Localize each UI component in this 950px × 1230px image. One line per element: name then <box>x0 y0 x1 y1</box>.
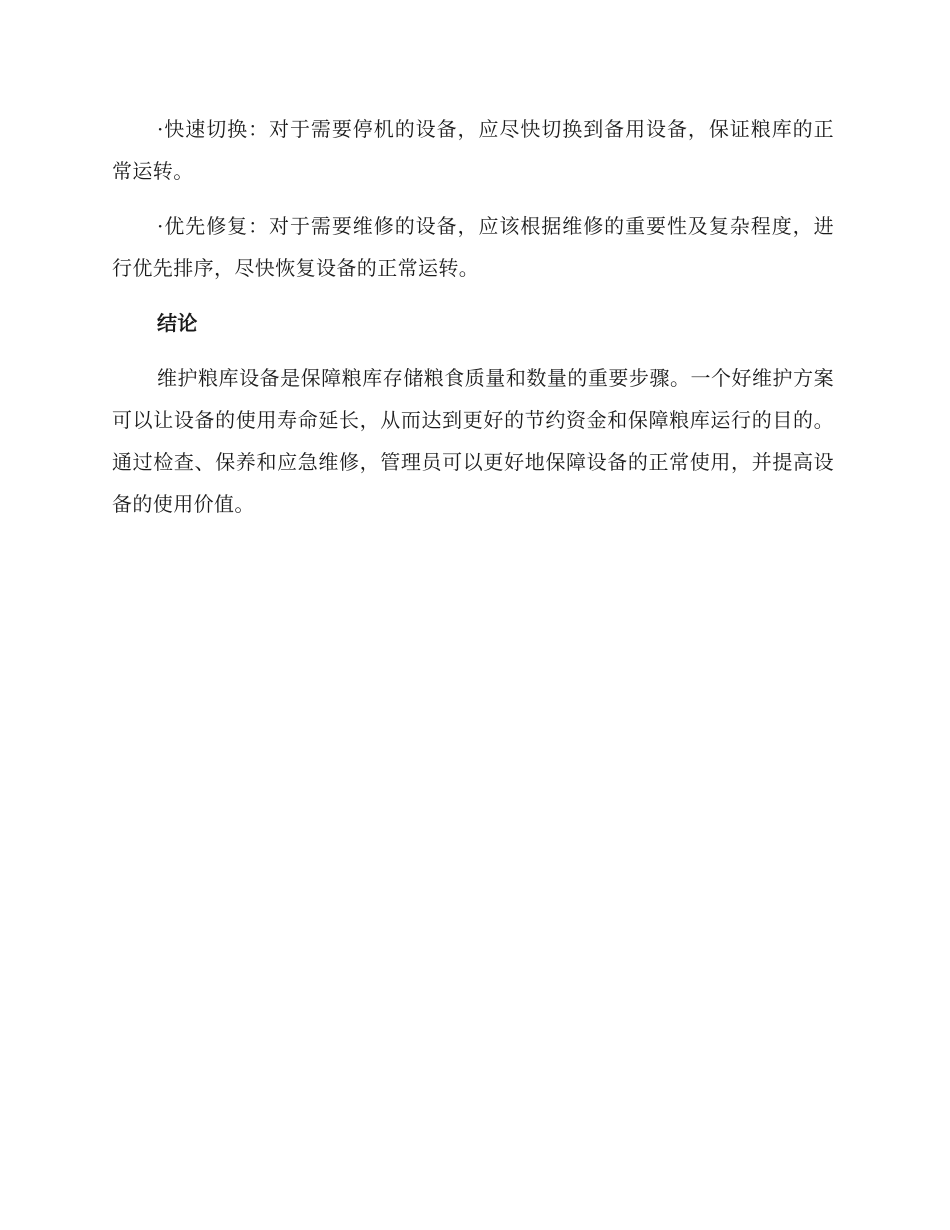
bullet-dot: · <box>157 117 164 141</box>
conclusion-heading: 结论 <box>157 311 198 335</box>
paragraph-text: 快速切换：对于需要停机的设备，应尽快切换到备用设备，保证粮库的正常运转。 <box>112 117 834 183</box>
bullet-dot: · <box>157 214 164 238</box>
paragraph-text: 优先修复：对于需要维修的设备，应该根据维修的重要性及复杂程度，进行优先排序，尽快恢复设备的正常运转。 <box>112 214 834 280</box>
bullet-paragraph-quick-switch <box>112 108 834 192</box>
conclusion-paragraph: 维护粮库设备是保障粮库存储粮食质量和数量的重要步骤。一个好维护方案可以让设备的使用寿命延长，从而达到更好的节约资金和保障粮库运行的目的。通过检查、保养和应急维修，管理员可以更好地保障设备的正常使用，并提高设备的使用价值。 <box>112 366 834 516</box>
document-body <box>112 108 834 538</box>
bullet-paragraph-priority-repair <box>112 205 834 289</box>
